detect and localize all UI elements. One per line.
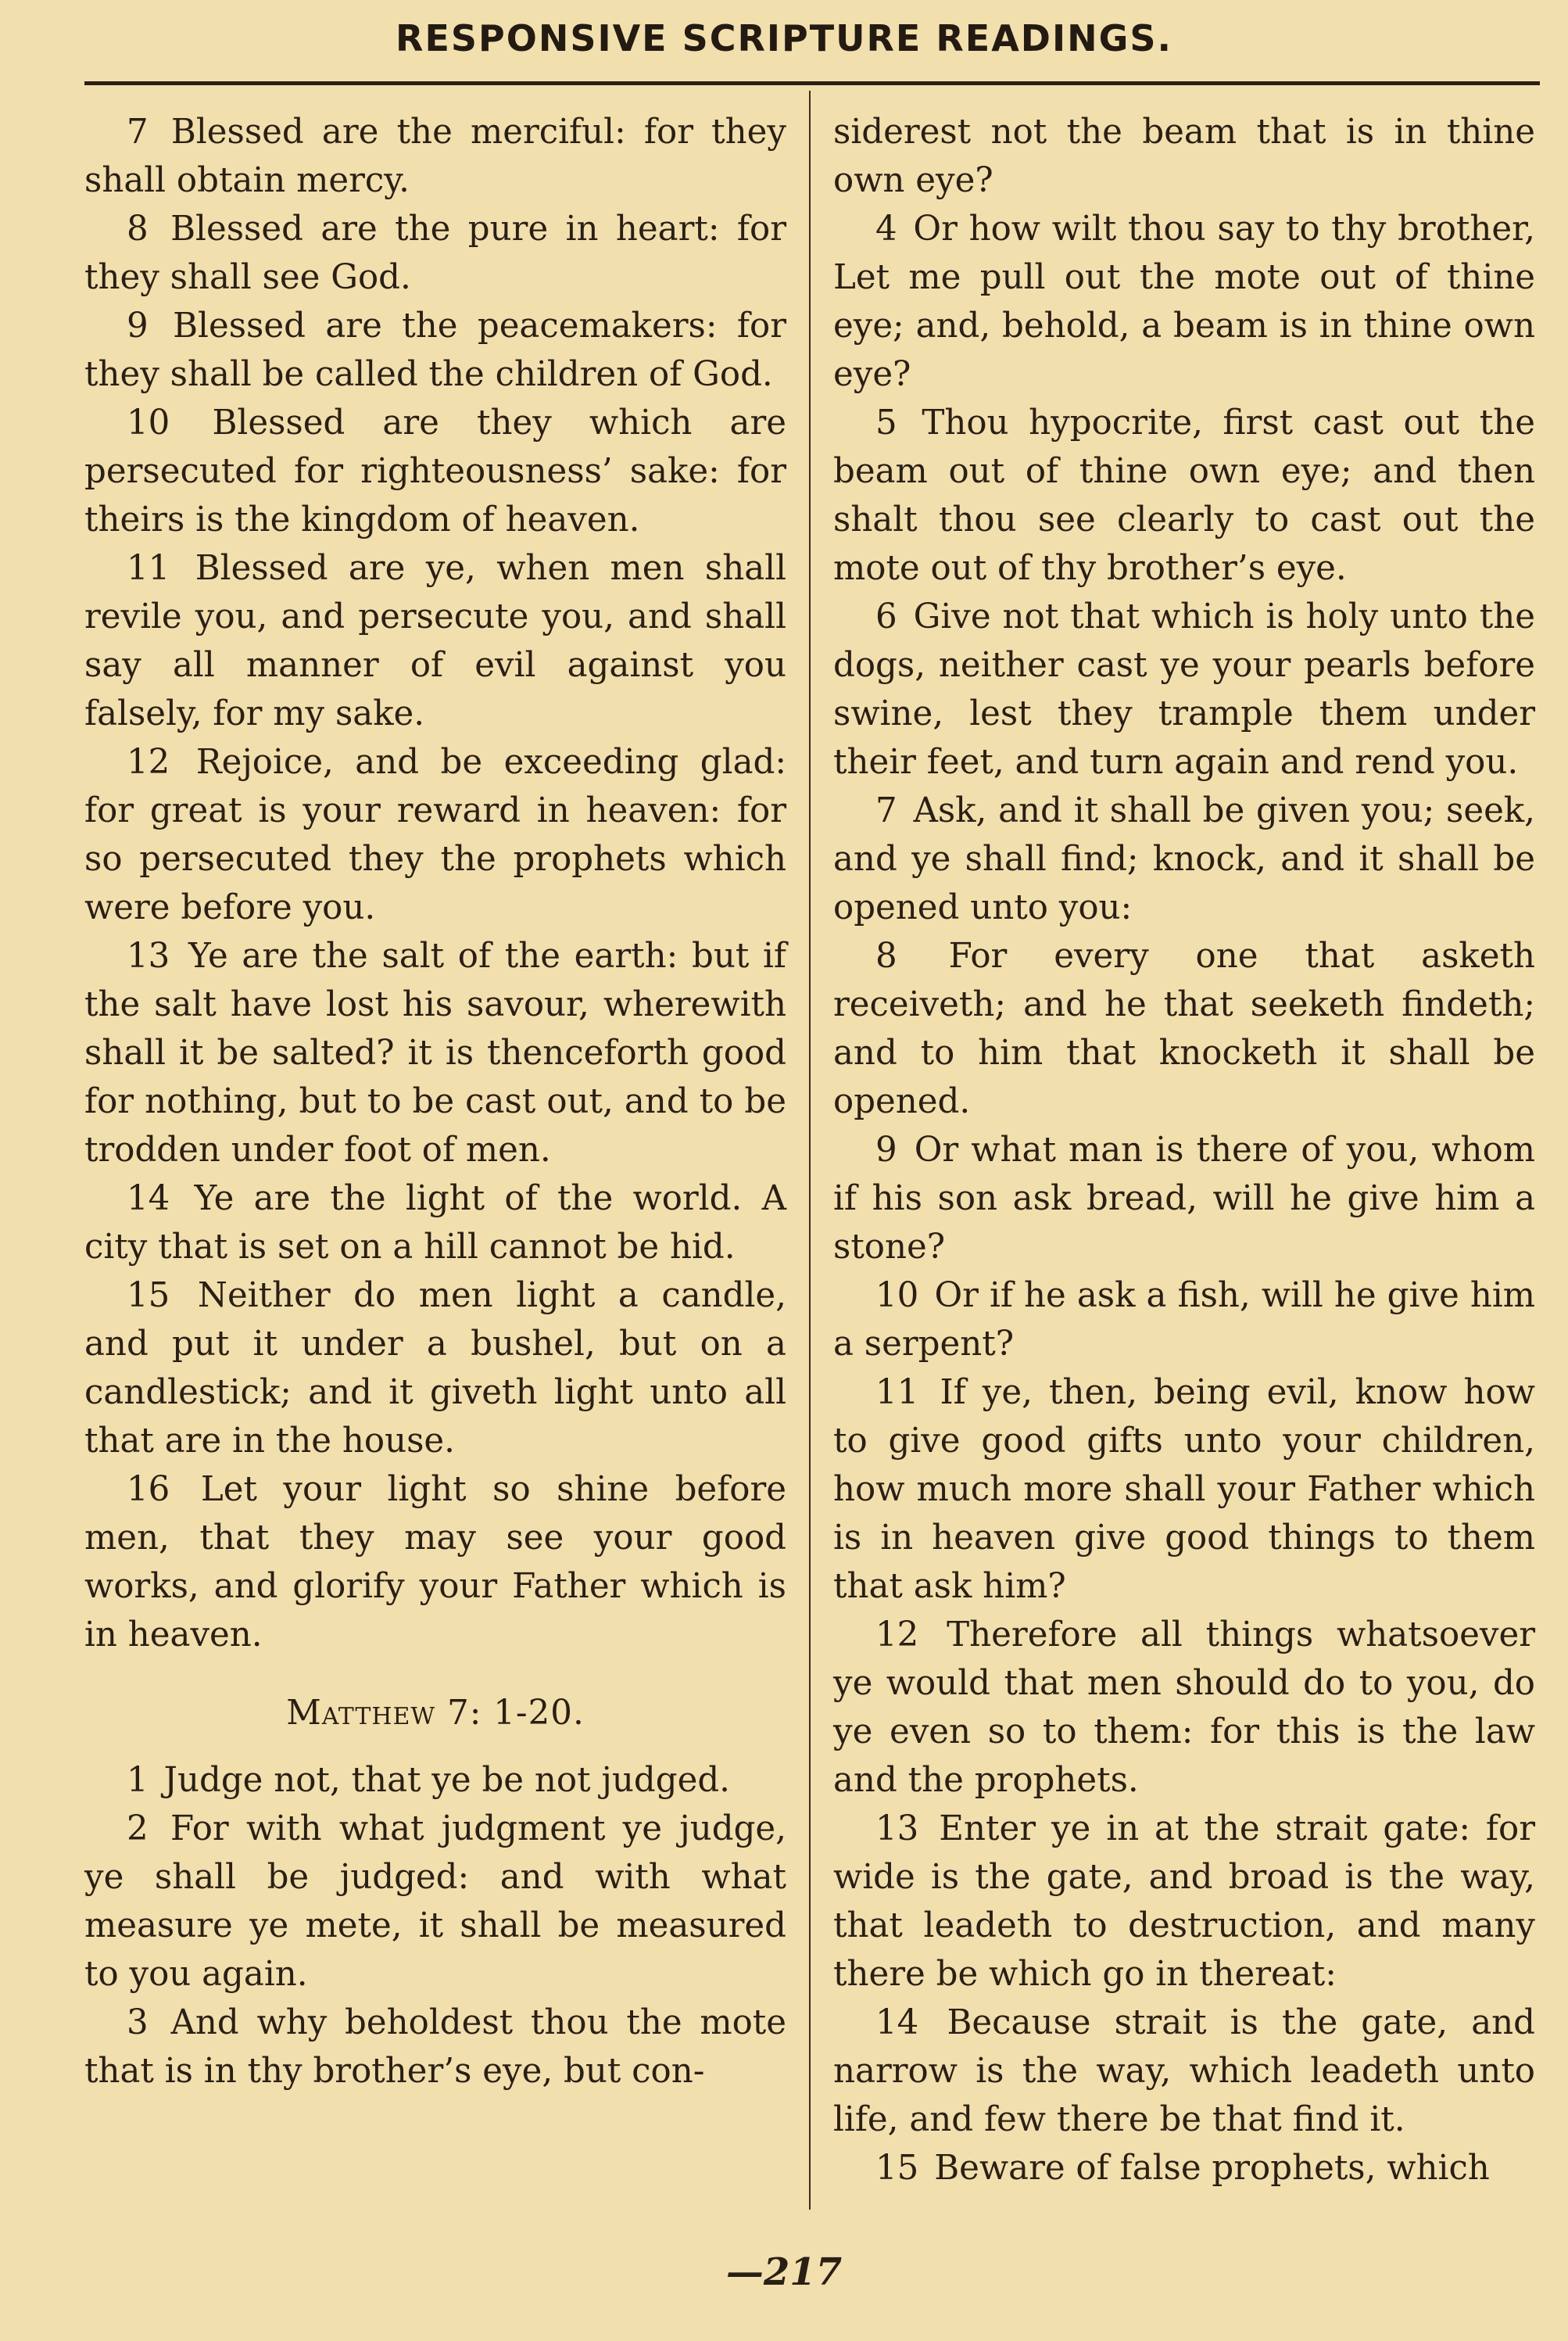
verse-number: 10 [875,1276,919,1315]
verse-text: Let your light so shine before men, that they may see your good works, and glorify your Father which is in heaven. [84,1470,787,1654]
verse-number: 2 [127,1809,149,1848]
header-rule [84,81,1540,85]
column-divider [809,91,811,2210]
verse [84,399,786,544]
verse-text: Blessed are ye, when men shall revile you, and persecute you, and shall say all manner of evil against you falsely, for my sake. [84,549,786,733]
verse-text: Or what man is there of you, whom if his son ask bread, will he give him a stone? [833,1131,1536,1267]
verse-number: 7 [127,113,149,152]
verse-number: 10 [127,403,170,443]
page-title: RESPONSIVE SCRIPTURE READINGS. [396,17,1172,59]
verse [833,1368,1535,1611]
verse-number: 7 [875,791,897,830]
verse [833,205,1535,399]
verse [833,399,1535,593]
verse-text: For every one that asketh receiveth; and he that seeketh findeth; and to him that knocketh it shall be opened. [833,937,1535,1121]
section-heading: Matthew 7: 1-20. [286,1694,585,1733]
verse-number: 15 [875,2149,919,2188]
verse [833,932,1535,1126]
verse-continuation: siderest not the beam that is in thine own eye? [833,113,1535,200]
verse-number: 9 [127,307,149,346]
verse-text: Thou hypocrite, first cast out the beam out of thine own eye; and then shalt thou see clearly to cast out the mote out of thy brother’s eye. [833,403,1536,588]
verse-text: Blessed are they which are persecuted for righteousness’ sake: for theirs is the kingdom of heaven. [84,403,787,540]
page-number: —217 [725,2250,843,2294]
verse-text: Blessed are the pure in heart: for they shall see God. [84,210,786,297]
left-verses-before-heading [84,108,786,1659]
verse-number: 6 [875,597,897,636]
verse [84,1999,786,2095]
verse-number: 14 [127,1179,170,1218]
verse-number: 15 [127,1276,170,1315]
verse [833,787,1535,932]
verse-number: 13 [875,1809,919,1848]
verse-number: 4 [875,210,897,249]
verse-text: Judge not, that ye be not judged. [163,1761,730,1800]
verse-text: Ye are the light of the world. A city that is set on a hill cannot be hid. [84,1179,786,1267]
verse-text: Ye are the salt of the earth: but if the salt have lost his savour, wherewith shall it be salted? it is thenceforth good for nothing, but to be cast out, and to be trodden under foot of men. [84,937,787,1170]
verse-text: Blessed are the peacemakers: for they shall be called the children of God. [84,307,787,394]
verse [833,1999,1535,2144]
verse-text: Or how wilt thou say to thy brother, Let me pull out the mote out of thine eye; and, behold, a beam is in thine own eye? [833,210,1536,394]
verse-text: Neither do men light a candle, and put it under a bushel, but on a candlestick; and it giveth light unto all that are in the house. [84,1276,786,1461]
verse-number: 14 [875,2003,919,2042]
verse-number: 8 [875,937,897,976]
verse-number: 9 [875,1131,897,1170]
verse-number: 11 [875,1373,919,1412]
verse-text: Beware of false prophets, which [934,2149,1490,2188]
verse [833,2144,1535,2192]
verse-text: Therefore all things whatsoever ye would that men should do to you, do ye even so to them: for this is the law and the prophets. [833,1615,1535,1800]
verse-number: 13 [127,937,170,976]
verse-text: Give not that which is holy unto the dogs, neither cast ye your pearls before swine, lest they trample them under their feet, and turn again and rend you. [833,597,1536,782]
verse-number: 12 [875,1615,919,1654]
verse-number: 8 [127,210,149,249]
verse [833,1805,1535,1999]
verse-text: Or if he ask a fish, will he give him a serpent? [833,1276,1536,1364]
right-column [833,108,1535,2192]
verse [84,1805,786,1999]
verse [84,544,786,738]
verse [84,302,786,399]
verse [84,108,786,205]
verse-number: 5 [875,403,897,443]
verse-text: Enter ye in at the strait gate: for wide is the gate, and broad is the way, that leadeth to destruction, and many there be which go in thereat: [833,1809,1536,1994]
verse-text: And why beholdest thou the mote that is in thy brother’s eye, but con- [84,2003,786,2091]
verse-text: Blessed are the merciful: for they shall obtain mercy. [84,113,786,200]
verse [84,205,786,302]
verse-text: Ask, and it shall be given you; seek, and ye shall find; knock, and it shall be opened unto you: [833,791,1535,927]
verse-text: If ye, then, being evil, know how to give good gifts unto your children, how much more shall your Father which is in heaven give good things to them that ask him? [833,1373,1535,1606]
left-column [84,108,786,2095]
verse [84,1756,786,1805]
verse-text: Rejoice, and be exceeding glad: for great is your reward in heaven: for so persecuted they the prophets which were before you. [84,743,787,927]
left-verses-after-heading [84,1756,786,2095]
verse-text: Because strait is the gate, and narrow is the way, which leadeth unto life, and few there be that find it. [833,2003,1535,2139]
verse [833,1611,1535,1805]
verse [84,1465,786,1659]
verse [84,1174,786,1271]
verse-text: For with what judgment ye judge, ye shall be judged: and with what measure ye mete, it shall be measured to you again. [84,1809,787,1994]
verse-number: 3 [127,2003,149,2042]
verse-number: 11 [127,549,170,588]
right-verses [833,205,1535,2192]
verse-number: 12 [127,743,170,782]
verse [84,1271,786,1465]
verse [84,932,786,1174]
verse [84,738,786,932]
verse [833,1271,1535,1368]
verse-number: 1 [127,1761,149,1800]
verse [833,593,1535,787]
verse-number: 16 [127,1470,170,1509]
verse [833,1126,1535,1271]
